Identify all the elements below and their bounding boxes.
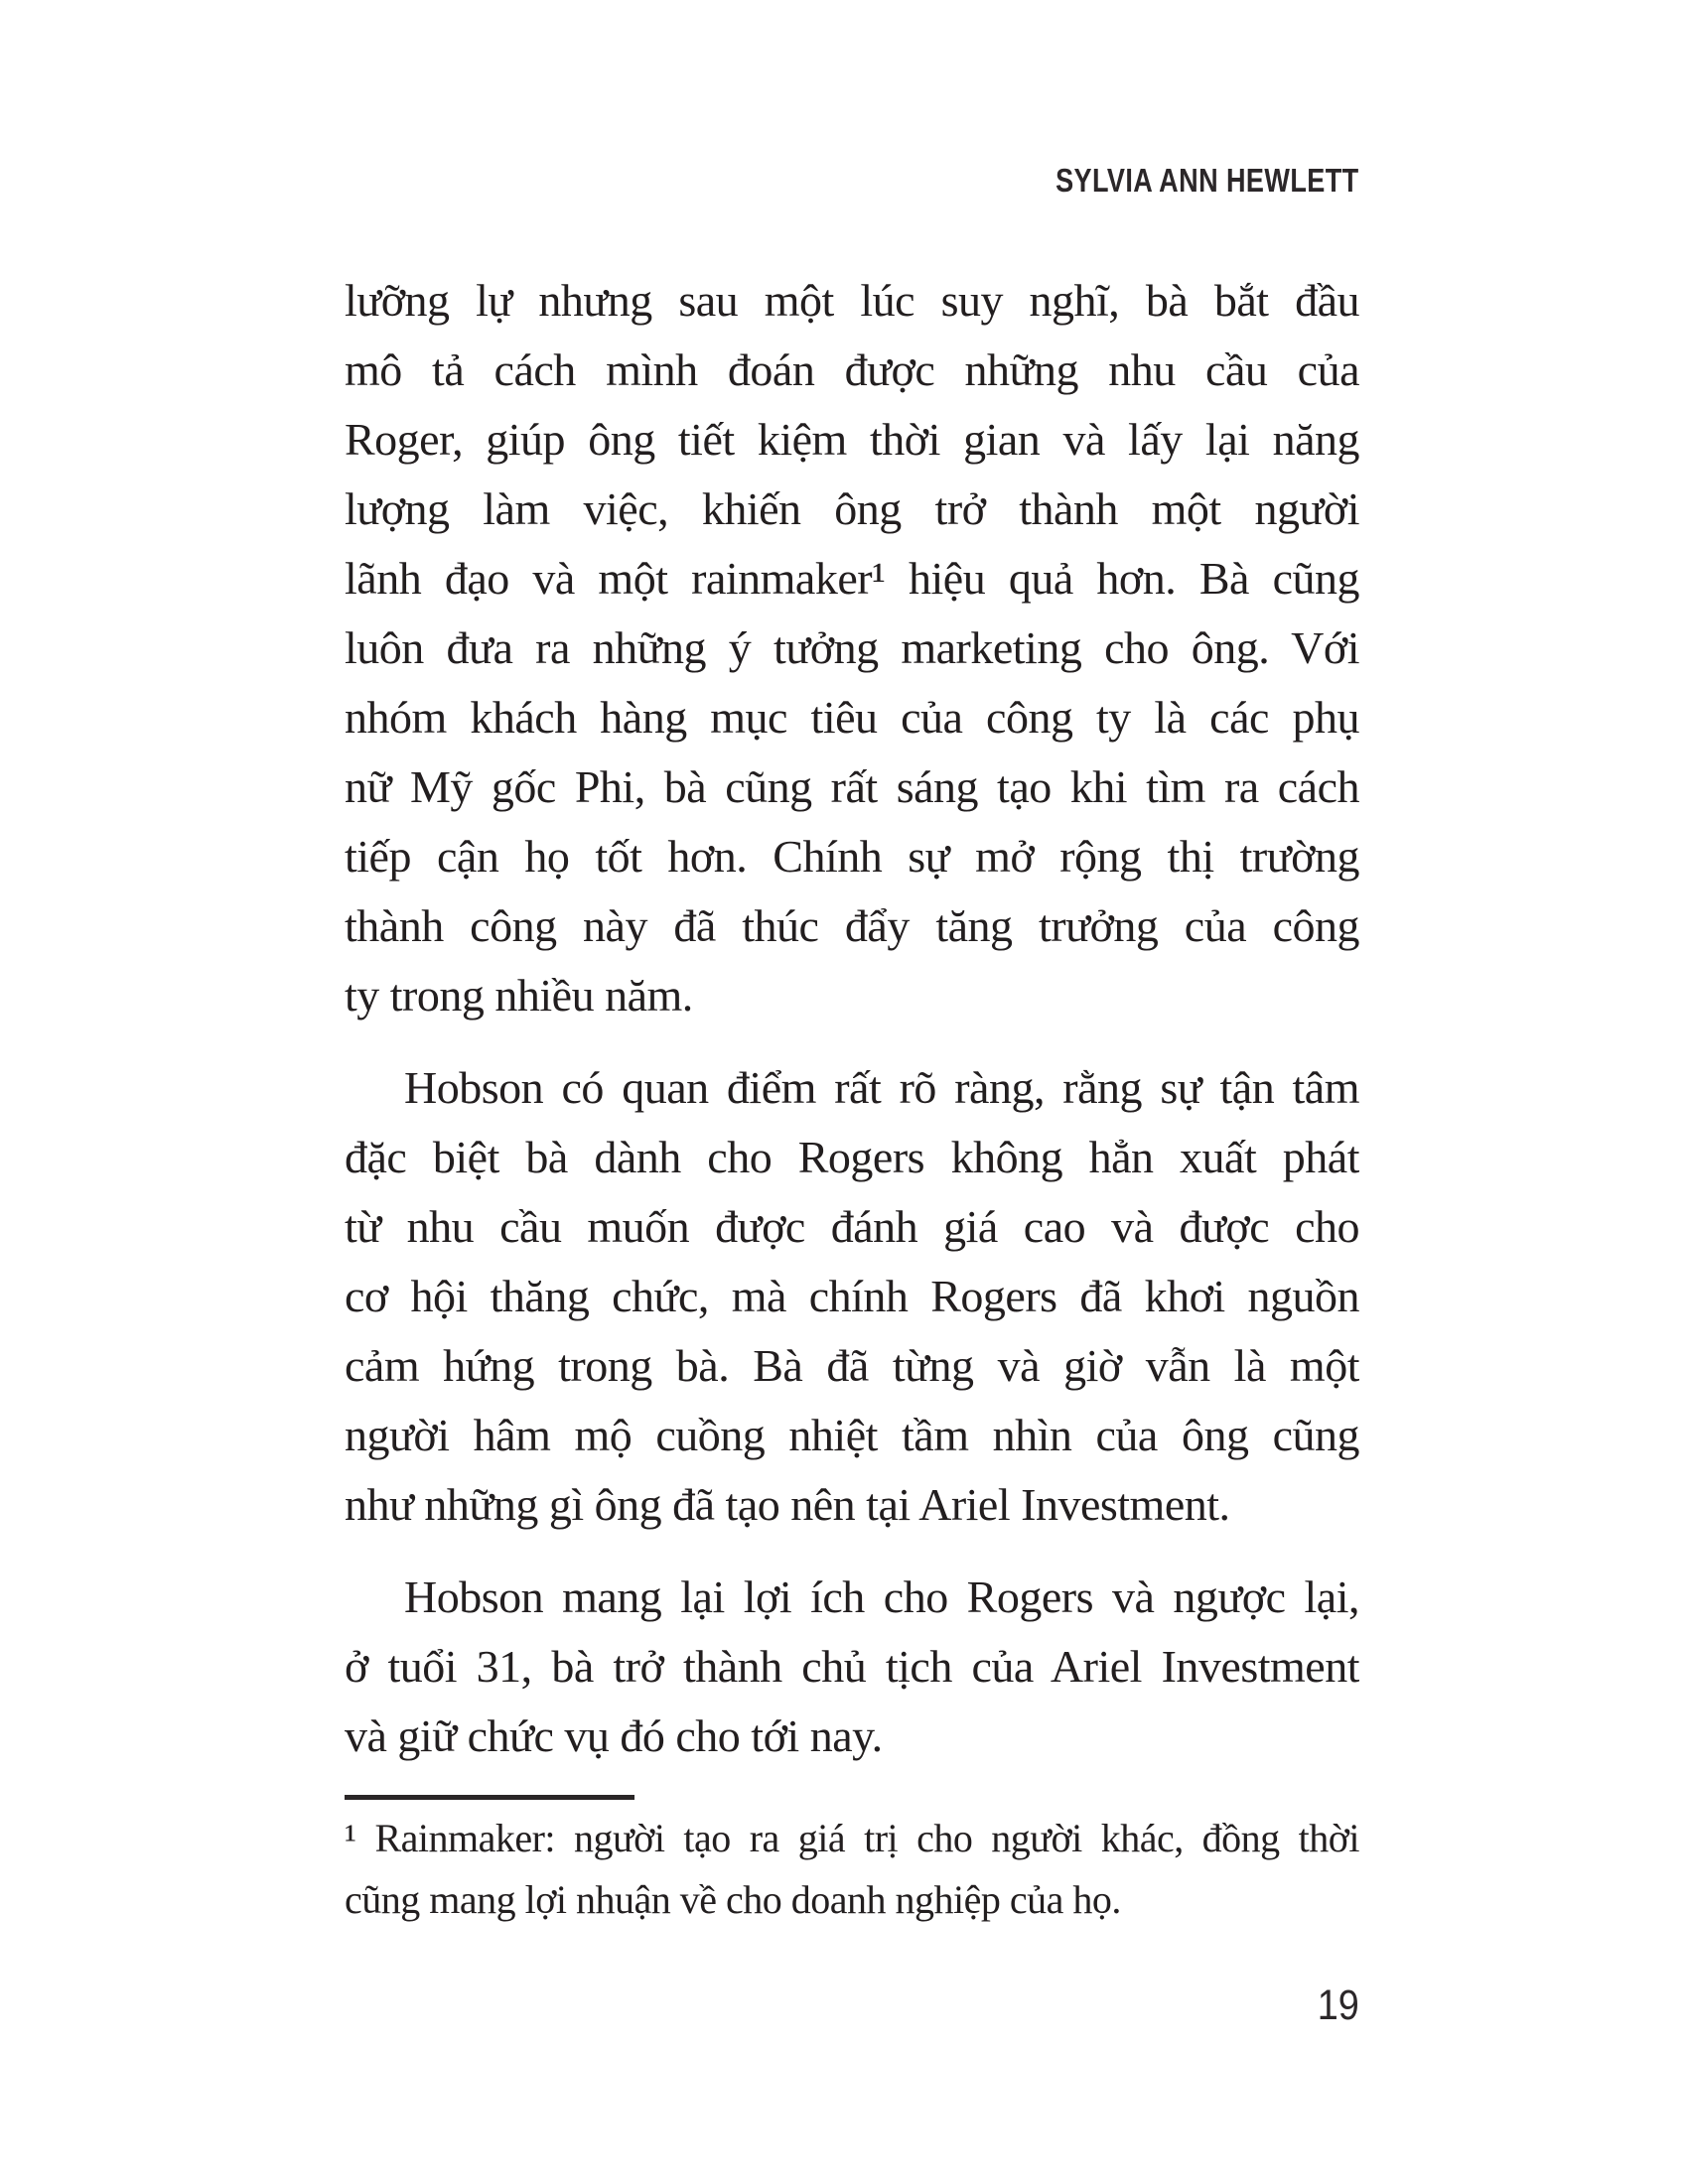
running-header: SYLVIA ANN HEWLETT	[1055, 162, 1359, 199]
text-line: lãnh đạo và một rainmaker¹ hiệu quả hơn. Bà cũng	[345, 553, 1359, 604]
text-line: Roger, giúp ông tiết kiệm thời gian và lấy lại năng	[345, 414, 1359, 465]
text-line: người hâm mộ cuồng nhiệt tầm nhìn của ông cũng	[345, 1410, 1359, 1460]
text-line: như những gì ông đã tạo nên tại Ariel Investment.	[345, 1479, 1230, 1530]
text-line: đặc biệt bà dành cho Rogers không hẳn xuất phát	[345, 1132, 1359, 1182]
text-line: cảm hứng trong bà. Bà đã từng và giờ vẫn là một	[345, 1340, 1359, 1391]
footnote-separator-rule	[345, 1795, 634, 1800]
footnote	[345, 1808, 1359, 1931]
footnote-line: ¹ Rainmaker: người tạo ra giá trị cho người khác, đồng thời	[345, 1816, 1359, 1860]
paragraph	[345, 1053, 1359, 1540]
text-line: lượng làm việc, khiến ông trở thành một người	[345, 483, 1359, 534]
text-line: tiếp cận họ tốt hơn. Chính sự mở rộng thị trường	[345, 831, 1359, 882]
text-line: cơ hội thăng chức, mà chính Rogers đã khơi nguồn	[345, 1271, 1359, 1321]
paragraph	[345, 266, 1359, 1030]
page-number: 19	[1317, 1981, 1359, 2029]
text-line: ở tuổi 31, bà trở thành chủ tịch của Ariel Investment	[345, 1641, 1359, 1692]
text-line: ty trong nhiều năm.	[345, 970, 693, 1021]
text-line: từ nhu cầu muốn được đánh giá cao và được cho	[345, 1201, 1359, 1252]
text-line: nhóm khách hàng mục tiêu của công ty là các phụ	[345, 692, 1359, 743]
text-line: nữ Mỹ gốc Phi, bà cũng rất sáng tạo khi tìm ra cách	[345, 761, 1359, 812]
text-line: và giữ chức vụ đó cho tới nay.	[345, 1710, 883, 1761]
paragraph	[345, 1563, 1359, 1771]
body-text	[345, 266, 1359, 1771]
text-line: Hobson mang lại lợi ích cho Rogers và ngược lại,	[404, 1571, 1359, 1622]
text-line: thành công này đã thúc đẩy tăng trưởng của công	[345, 900, 1359, 951]
text-line: lưỡng lự nhưng sau một lúc suy nghĩ, bà bắt đầu	[345, 275, 1359, 326]
text-line: luôn đưa ra những ý tưởng marketing cho ông. Với	[345, 622, 1359, 673]
text-line: Hobson có quan điểm rất rõ ràng, rằng sự tận tâm	[404, 1062, 1359, 1113]
text-line: mô tả cách mình đoán được những nhu cầu của	[345, 344, 1359, 395]
footnote-line: cũng mang lợi nhuận về cho doanh nghiệp của họ.	[345, 1877, 1121, 1922]
